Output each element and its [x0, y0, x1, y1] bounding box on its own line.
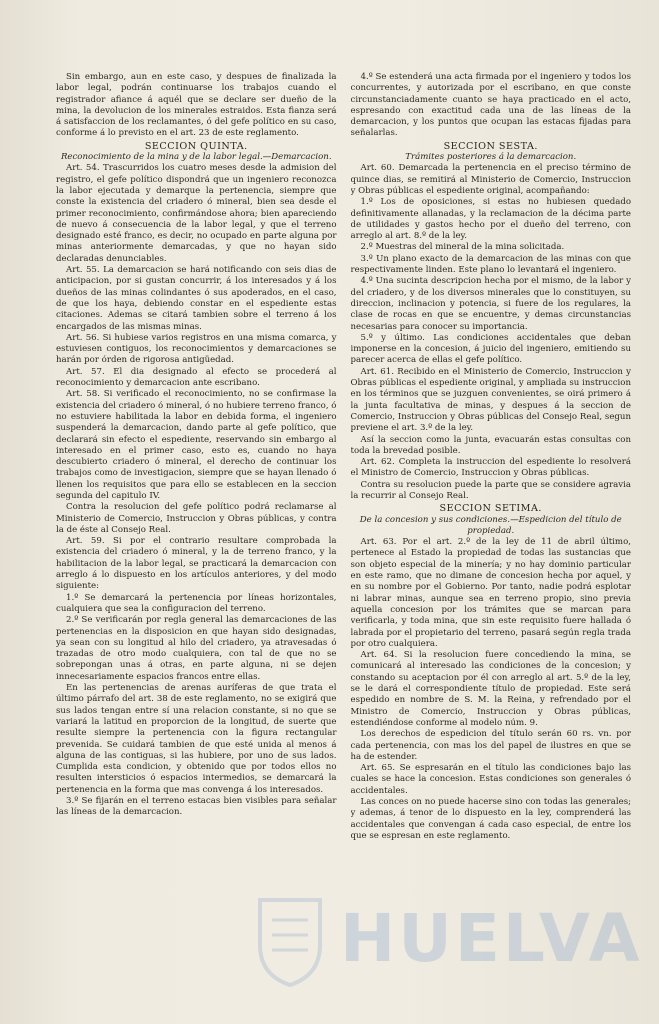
paragraph: Los derechos de espedicion del título serán 60 rs. vn. por cada pertenencia, con mas los del papel de ilustres en que se ha de estender.: [350, 729, 631, 762]
paragraph: 4.º Se estenderá una acta firmada por el ingeniero y todos los concurrentes, y autorizada por el escribano, en que conste circunstanciadamente cuanto se haya practicado en el acto, espresando con exactitud cada una de las líneas de la demarcacion, y los puntos que ocupan las estacas fijadas para señalarlas.: [350, 72, 631, 139]
paragraph: Así la seccion como la junta, evacuarán estas consultas con toda la brevedad posible.: [350, 434, 631, 456]
paragraph: Art. 63. Por el art. 2.º de la ley de 11 de abril último, pertenece al Estado la propiedad de todas las sustancias que son objeto especial de la minería; y no hay dominio particular en este ramo, que no dimane de concesion hecha por aquel, y en su nombre por el Gobierno. Por tanto, nadie podrá esplotar ni labrar minas, aunque sea en terreno propio, sino previa aquella concesion por los trámites que se marcan para verificarla, y toda mina, que sin este requisito fuere hallada ó labrada por el propietario del terreno, pasará según regla trada por otro cualquiera.: [350, 537, 631, 649]
paragraph: Las conces on no puede hacerse sino con todas las generales; y ademas, á tenor de lo dispuesto en la ley, comprenderá las accidentales que convengan á cada caso especial, de entre los que se espresan en este reglamento.: [350, 797, 631, 841]
paragraph: Art. 58. Si verificado el reconocimiento, no se confirmase la existencia del criadero ó mineral, ó no hubiere terreno franco, ó no estuviere habilitada la labor en debida forma, el ingeniero suspenderá la demarcacion, dando parte al gefe político, que declarará sin efecto el espediente, reservando sin embargo al interesado en el primer caso, esto es, cuando no haya descubierto criadero ó mineral, el derecho de continuar los trabajos como de investigacion, siempre que se hayan llenado ó llenen los requisitos que para ello se establecen en la seccion segunda del capitulo IV.: [56, 389, 337, 501]
watermark-text: HUELVA: [340, 900, 643, 977]
paragraph: Art. 56. Si hubiese varios registros en una misma comarca, y estuviesen contiguos, los reconocimientos y demarcaciones se harán por órden de rigorosa antigüedad.: [56, 332, 337, 366]
paragraph: Sin embargo, aun en este caso, y despues de finalizada la labor legal, podrán continuarse los trabajos cuando el registrador afiance á aquél que se declare ser dueño de la mina, la devolucion de los minerales estraidos. Esta fianza será á satisfaccion de los reclamantes, ó del gefe político en su caso, conforme á lo previsto en el art. 23 de este reglamento.: [56, 72, 337, 139]
section-heading: SECCION QUINTA.: [144, 140, 248, 152]
paragraph: 5.º y último. Las condiciones accidentales que deban imponerse en la concesion, á juicio del ingeniero, emitiendo su parecer acerca de ellas el gefe político.: [350, 332, 631, 366]
left-column: [56, 72, 337, 994]
right-column: [351, 72, 632, 994]
paragraph: Art. 57. El dia designado al efecto se procederá al reconocimiento y demarcacion ante escribano.: [56, 366, 337, 389]
paragraph: Art. 62. Completa la instruccion del espediente lo resolverá el Ministro de Comercio, Instruccion y Obras públicas.: [350, 457, 631, 479]
paragraph: Art. 55. La demarcacion se hará notificando con seis dias de anticipacion, por si gustan concurrir, á los interesados y á los dueños de las minas colindantes ó sus apoderados, en el caso, de que los haya, debiendo constar en el espediente estas citaciones. Ademas se citará tambien sobre el terreno á los encargados de las mismas minas.: [56, 265, 337, 332]
section-subtitle: Reconocimiento de la mina y de la labor legal.—Demarcacion.: [60, 152, 332, 163]
paragraph: Art. 60. Demarcada la pertenencia en el preciso término de quince dias, se remitirá al Ministerio de Comercio, Instruccion y Obras públicas el espediente original, acompañando:: [350, 163, 631, 196]
paragraph: 2.º Muestras del mineral de la mina solicitada.: [360, 242, 565, 253]
paragraph: 1.º Los de oposiciones, si estas no hubiesen quedado definitivamente allanadas, y la reclamacion de la décima parte de utilidades y gastos hecho por el dueño del terreno, con arreglo al art. 8.º de la ley.: [350, 197, 631, 242]
section-subtitle: De la concesion y sus condiciones.—Espedicion del título de propiedad.: [359, 514, 622, 536]
paragraph: Contra la resolucion del gefe político podrá reclamarse al Ministerio de Comercio, Instruccion y Obras públicas, y contra la de éste al Consejo Real.: [56, 502, 337, 535]
paragraph: Art. 64. Si la resolucion fuere concediendo la mina, se comunicará al interesado las condiciones de la concesion; y constando su aceptacion por él con arreglo al art. 5.º de la ley, se le dará el correspondiente título de propiedad. Este será espedido en nombre de S. M. la Reina, y refrendado por el Ministro de Comercio, Instruccion y Obras públicas, estendiéndose conforme al modelo núm. 9.: [350, 650, 631, 728]
section-subtitle: Trámites posteriores á la demarcacion.: [405, 152, 577, 163]
paragraph: 4.º Una sucinta descripcion hecha por el mismo, de la labor y del criadero, y de los diversos minerales que lo constituyen, su direccion, inclinacion y potencia, si fuere de los regulares, la clase de rocas en que se encuentre, y demas circunstancias necesarias para conocer su importancia.: [350, 276, 631, 332]
paragraph: 1.º Se demarcará la pertenencia por líneas horizontales, cualquiera que sea la configuracion del terreno.: [56, 592, 337, 614]
paragraph: Contra su resolucion puede la parte que se considere agravia la recurrir al Consejo Real.: [350, 479, 631, 501]
paragraph: 2.º Se verificarán por regla general las demarcaciones de las pertenencias en la disposicion en que hayan sido designadas, ya sean con su longitud al hilo del criadero, ya atravesadas ó trazadas de otro modo cualquiera, con tal de que no se sobrepongan unas á otras, en parte alguna, ni se dejen innecesariamente espacios francos entre ellas.: [56, 615, 337, 682]
paragraph: Art. 65. Se espresarán en el título las condiciones bajo las cuales se hace la concesion. Estas condiciones son generales ó accidentales.: [350, 763, 631, 796]
paragraph: En las pertenencias de arenas auríferas de que trata el último párrafo del art. 38 de este reglamento, no se exigirá que sus lados tengan entre sí una relacion constante, si no que se variará la latitud en proporcion de la longitud, de suerte que resulte siempre la pertenencia con la figura rectangular prevenida. Se cuidará tambien de que esté unida al menos á alguna de las contiguas, si las hubiere, por uno de sus lados. Cumplida esta condicion, y obtenido que por todos ellos no resulten intersticios ó espacios intermedios, se demarcará la pertenencia en la forma que mas convenga á los interesados.: [56, 683, 337, 795]
paragraph: Art. 61. Recibido en el Ministerio de Comercio, Instruccion y Obras públicas el espediente original, y ampliada su instruccion en los términos que se juzguen convenientes, se oirá primero á la junta facultativa de minas, y despues á la seccion de Comercio, Instruccion y Obras públicas del Consejo Real, segun previene el art. 3.º de la ley.: [350, 366, 631, 434]
paragraph: 3.º Se fijarán en el terreno estacas bien visibles para señalar las líneas de la demarcacion.: [56, 796, 337, 818]
paragraph: 3.º Un plano exacto de la demarcacion de las minas con que respectivamente linden. Este plano lo levantará el ingeniero.: [350, 253, 631, 276]
paragraph: Art. 54. Trascurridos los cuatro meses desde la admision del registro, el gefe político dispondrá que un ingeniero reconozca la labor ejecutada y demarque la pertenencia, siempre que conste la existencia del criadero ó mineral, bien sea desde el primer reconocimiento, confirmándose ahora; bien apareciendo de nuevo á consecuencia de la labor legal, y que el terreno designado esté franco, es decir, no ocupado en parte alguna por minas anteriormente demarcadas, y que no hayan sido declaradas denunciables.: [56, 163, 337, 264]
section-heading: SECCION SETIMA.: [439, 503, 542, 515]
paragraph: Art. 59. Si por el contrario resultare comprobada la existencia del criadero ó mineral, y la de terreno franco, y la habilitacion de la labor legal, se practicará la demarcacion con arreglo á lo dispuesto en los artículos anteriores, y del modo siguiente:: [56, 536, 337, 592]
section-heading: SECCION SESTA.: [443, 140, 538, 152]
